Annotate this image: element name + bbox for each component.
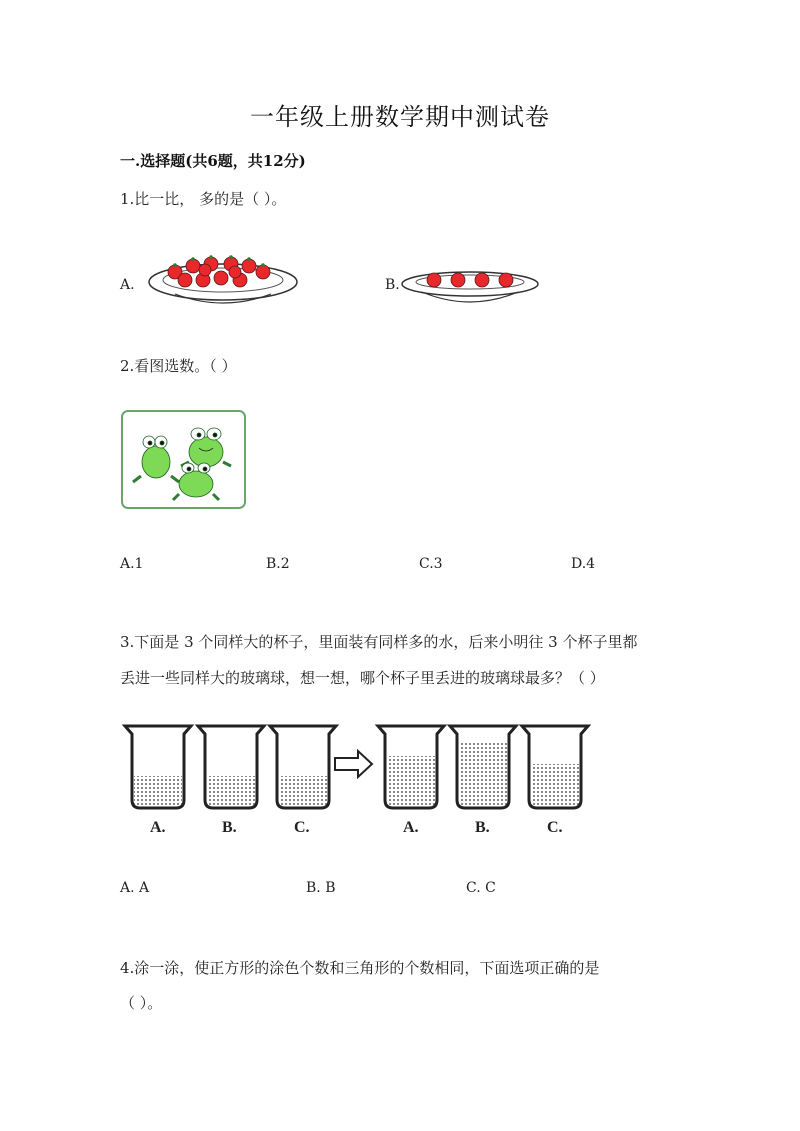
question-3-line-2: 丢进一些同样大的玻璃球，想一想，哪个杯子里丢进的玻璃球最多？（ ） [120, 669, 605, 687]
question-2-text: 2.看图选数。（ ） [120, 357, 237, 375]
cup-after-label-a: A. [403, 819, 419, 836]
cup-after-label-c: C. [547, 819, 563, 836]
q3-option-b: B. B [306, 880, 336, 896]
cup-before-label-b: B. [222, 819, 237, 836]
cup-after-label-b: B. [475, 819, 490, 836]
plate-with-few-tomatoes-image [400, 262, 540, 312]
page-title: 一年级上册数学期中测试卷 [250, 103, 550, 131]
cup-before-label-c: C. [294, 819, 310, 836]
cup-before-label-a: A. [150, 819, 166, 836]
q3-option-c: C. C [466, 880, 496, 896]
question-3-line-1: 3.下面是 3 个同样大的杯子，里面装有同样多的水，后来小明往 3 个杯子里都 [120, 633, 638, 651]
section-heading: 一.选择题(共6题，共12分) [120, 152, 306, 170]
q2-option-b: B.2 [266, 556, 290, 572]
cups-comparison-image [120, 718, 600, 843]
q2-option-d: D.4 [571, 556, 596, 572]
q1-option-b-label: B. [385, 277, 400, 293]
question-1-text: 1.比一比， 多的是（ ）。 [120, 190, 287, 208]
q2-option-a: A.1 [120, 556, 144, 572]
three-frogs-image [121, 410, 247, 510]
plate-with-many-tomatoes-image [145, 240, 305, 310]
q3-option-a: A. A [120, 880, 150, 896]
q2-option-c: C.3 [419, 556, 443, 572]
question-4-line-1: 4.涂一涂，使正方形的涂色个数和三角形的个数相同，下面选项正确的是 [120, 959, 600, 977]
q1-option-a-label: A. [120, 277, 135, 293]
question-4-line-2: （ ）。 [120, 994, 163, 1012]
